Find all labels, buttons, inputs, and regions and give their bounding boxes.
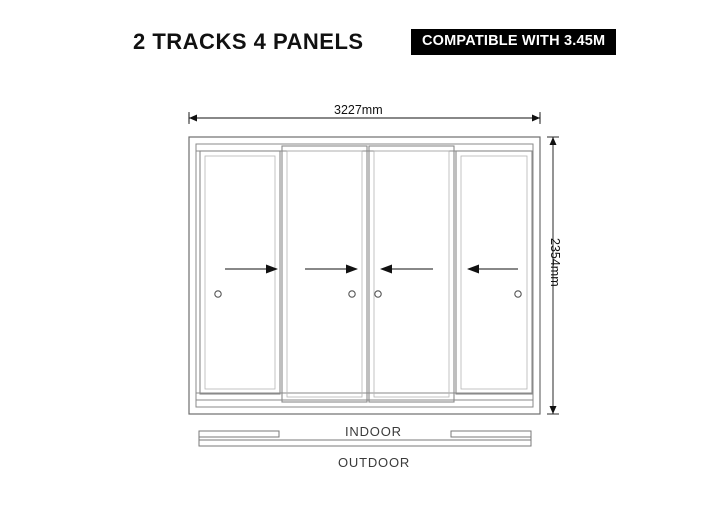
indoor-label: INDOOR bbox=[345, 424, 402, 439]
outdoor-label: OUTDOOR bbox=[338, 455, 411, 470]
panel-1[interactable] bbox=[200, 151, 280, 394]
door-outer-frame bbox=[189, 137, 540, 414]
panel-4-handle bbox=[515, 291, 521, 297]
panel-2-handle bbox=[349, 291, 355, 297]
height-dimension-label: 2354mm bbox=[548, 238, 562, 287]
compatibility-badge: COMPATIBLE WITH 3.45M bbox=[411, 29, 616, 55]
panel-3[interactable] bbox=[369, 146, 454, 402]
width-dimension-label: 3227mm bbox=[334, 103, 383, 117]
panel-4[interactable] bbox=[456, 151, 532, 394]
page-title: 2 TRACKS 4 PANELS bbox=[133, 29, 364, 54]
panel-3-handle bbox=[375, 291, 381, 297]
panel-1-handle bbox=[215, 291, 221, 297]
panel-2[interactable] bbox=[282, 146, 367, 402]
